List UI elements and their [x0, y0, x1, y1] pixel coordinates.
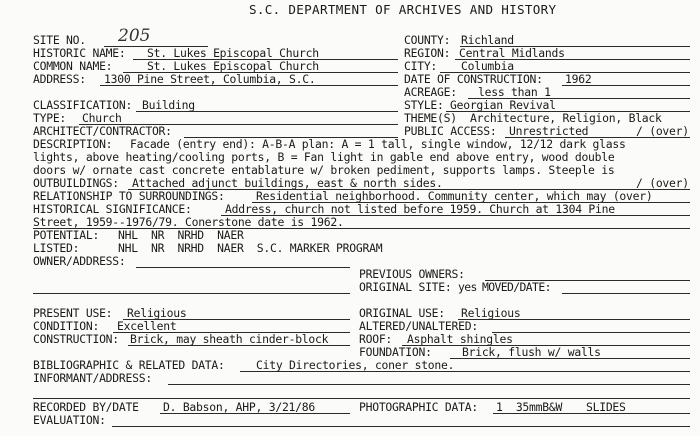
condition-label: CONDITION:	[33, 319, 100, 333]
acreage-value: less than 1	[478, 85, 551, 99]
recorded-by-line	[160, 413, 350, 414]
relationship-label: RELATIONSHIP TO SURROUNDINGS:	[33, 189, 225, 203]
recorded-by-value: D. Babson, AHP, 3/21/86	[163, 400, 315, 414]
previous-owners-label: PREVIOUS OWNERS:	[359, 267, 465, 281]
owner-address-label: OWNER/ADDRESS:	[33, 254, 126, 268]
public-access-over: / (over)	[636, 124, 689, 138]
address-line	[100, 85, 398, 86]
relationship-value: Residential neighborhood. Community center, which may (over)	[256, 189, 653, 203]
outbuildings-label: OUTBUILDINGS:	[33, 176, 119, 190]
county-value: Richland	[461, 33, 514, 47]
significance-line-1: Address, church not listed before 1959. Church at 1304 Pine	[225, 202, 615, 216]
classification-label: CLASSIFICATION:	[33, 98, 133, 112]
original-site-label: ORIGINAL SITE:	[359, 280, 452, 294]
themes-value: Architecture, Religion, Black	[470, 111, 662, 125]
style-label: STYLE:	[404, 98, 444, 112]
listed-items: NHL NR NRHD NAER S.C. MARKER PROGRAM	[118, 241, 383, 255]
bibliographic-line	[240, 371, 690, 372]
photographic-label: PHOTOGRAPHIC DATA:	[359, 400, 478, 414]
evaluation-label: EVALUATION:	[33, 413, 106, 427]
significance-line-2: Street, 1959--1976/79. Conerstone date is 1962.	[33, 215, 344, 229]
bibliographic-value: City Directories, coner stone.	[256, 358, 455, 372]
original-use-label: ORIGINAL USE:	[359, 306, 445, 320]
original-use-value: Religious	[461, 306, 521, 320]
foundation-line	[450, 358, 690, 359]
evaluation-line	[112, 426, 690, 427]
agency-header: S.C. DEPARTMENT OF ARCHIVES AND HISTORY	[249, 2, 557, 17]
classification-line	[136, 111, 398, 112]
address-label: ADDRESS:	[33, 72, 86, 86]
altered-label: ALTERED/UNALTERED:	[359, 319, 478, 333]
potential-label: POTENTIAL:	[33, 228, 100, 242]
outbuildings-over: / (over)	[636, 176, 689, 190]
recorded-by-label: RECORDED BY/DATE	[33, 400, 139, 414]
site-no-handwritten: 205	[118, 26, 151, 46]
common-name-value: St. Lukes Episcopal Church	[147, 59, 319, 73]
construction-label: CONSTRUCTION:	[33, 332, 119, 346]
common-name-label: COMMON NAME:	[33, 59, 113, 73]
foundation-label: FOUNDATION:	[359, 345, 432, 359]
type-value: Church	[82, 111, 122, 125]
region-label: REGION:	[404, 46, 451, 60]
roof-value: Asphalt shingles	[407, 332, 513, 346]
address-value: 1300 Pine Street, Columbia, S.C.	[104, 72, 316, 86]
original-site-value: yes	[458, 280, 477, 294]
description-line-1: Facade (entry end): A-B-A plan: A = 1 tall, single window, 12/12 dark glass	[130, 137, 626, 151]
historic-name-label: HISTORIC NAME:	[33, 46, 126, 60]
bibliographic-label: BIBLIOGRAPHIC & RELATED DATA:	[33, 358, 225, 372]
county-label: COUNTY:	[404, 33, 451, 47]
public-access-value: Unrestricted	[509, 124, 589, 138]
owner-address-line	[136, 267, 350, 268]
acreage-label: ACREAGE:	[404, 85, 457, 99]
description-line-3: doors w/ ornate cast concrete entablature w/ broken pediment, supports lamps. Steeple is	[33, 163, 615, 177]
city-label: CITY:	[404, 59, 438, 73]
altered-line	[492, 332, 690, 333]
type-label: TYPE:	[33, 111, 67, 125]
description-line-2: lights, above heating/cooling ports, B = Fan light in gable end above entry, wood double	[33, 150, 615, 164]
potential-items: NHL NR NRHD NAER	[118, 228, 244, 242]
region-value: Central Midlands	[459, 46, 565, 60]
public-access-label: PUBLIC ACCESS:	[404, 124, 497, 138]
present-use-value: Religious	[127, 306, 187, 320]
architect-label: ARCHITECT/CONTRACTOR:	[33, 124, 172, 138]
condition-value: Excellent	[117, 319, 177, 333]
themes-label: THEME(S)	[404, 111, 457, 125]
outbuildings-value: Attached adjunct buildings, east & north sides.	[132, 176, 443, 190]
date-construction-label: DATE OF CONSTRUCTION:	[404, 72, 543, 86]
classification-value: Building	[142, 98, 195, 112]
moved-date-line	[562, 293, 690, 294]
construction-value: Brick, may sheath cinder-block	[130, 332, 329, 346]
style-value: Georgian Revival	[450, 98, 556, 112]
owner-address-line-2	[33, 293, 350, 294]
city-value: Columbia	[461, 59, 514, 73]
construction-line	[128, 345, 350, 346]
significance-label: HISTORICAL SIGNIFICANCE:	[33, 202, 192, 216]
historic-name-value: St. Lukes Episcopal Church	[147, 46, 319, 60]
listed-label: LISTED:	[33, 241, 80, 255]
foundation-value: Brick, flush w/ walls	[462, 345, 601, 359]
photographic-line	[493, 413, 690, 414]
informant-label: INFORMANT/ADDRESS:	[33, 371, 152, 385]
moved-date-label: MOVED/DATE:	[482, 280, 551, 294]
roof-label: ROOF:	[359, 332, 393, 346]
photographic-value: 1 35mmB&W	[496, 400, 563, 414]
original-use-line	[458, 319, 690, 320]
present-use-label: PRESENT USE:	[33, 306, 113, 320]
informant-line-2	[33, 398, 690, 399]
site-no-label: SITE NO.	[33, 33, 86, 47]
date-construction-value: 1962	[565, 72, 592, 86]
photographic-slides: SLIDES	[586, 400, 626, 414]
date-construction-line	[562, 85, 690, 86]
informant-line	[168, 384, 690, 385]
description-label: DESCRIPTION:	[33, 137, 113, 151]
